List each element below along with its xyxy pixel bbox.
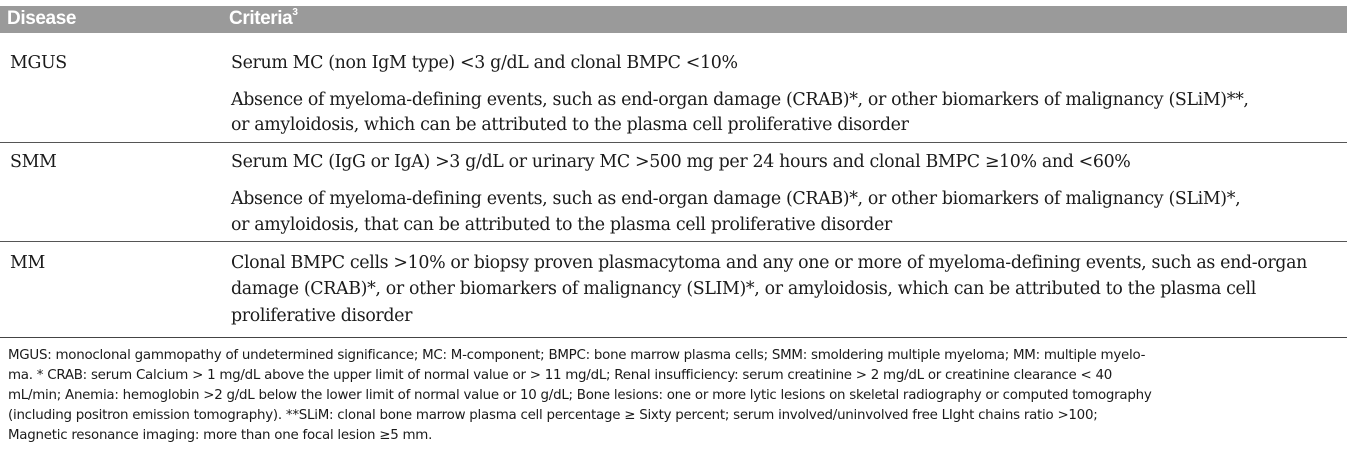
criteria-line: proliferative disorder [231, 306, 413, 326]
criteria-line: Serum MC (IgG or IgA) >3 g/dL or urinary MC >500 mg per 24 hours and clonal BMPC ≥10% and <60% [231, 152, 1131, 172]
criteria-line: or amyloidosis, which can be attributed to the plasma cell proliferative disorder [231, 115, 909, 135]
table-header [0, 6, 1347, 33]
footnote-line: ma. * CRAB: serum Calcium > 1 mg/dL above the upper limit of normal value or > 11 mg/dL; Renal insufficiency: serum creatinine > 2 mg/dL or creatinine clearance < 40 [8, 368, 1113, 383]
header-disease: Disease [7, 8, 77, 29]
criteria-line: Clonal BMPC cells >10% or biopsy proven plasmacytoma and any one or more of myeloma-defining events, such as end-organ [231, 253, 1307, 273]
criteria-line: Serum MC (non IgM type) <3 g/dL and clonal BMPC <10% [231, 53, 738, 73]
disease-cell: MGUS [10, 53, 67, 73]
criteria-line: or amyloidosis, that can be attributed to the plasma cell proliferative disorder [231, 215, 892, 235]
footnote-line: Magnetic resonance imaging: more than one focal lesion ≥5 mm. [8, 428, 433, 443]
disease-cell: SMM [10, 152, 57, 172]
criteria-line: damage (CRAB)*, or other biomarkers of malignancy (SLIM)*, or amyloidosis, which can be attributed to the plasma cell [231, 279, 1256, 299]
row-divider [0, 241, 1347, 242]
footnote-line: MGUS: monoclonal gammopathy of undetermined significance; MC: M-component; BMPC: bone marrow plasma cells; SMM: smoldering multiple myeloma; MM: multiple myelo- [8, 348, 1146, 363]
header-criteria [229, 8, 298, 30]
footnote-line: mL/min; Anemia: hemoglobin >2 g/dL below the lower limit of normal value or 10 g/dL; Bone lesions: one or more lytic lesions on skeletal radiography or computed tomography [8, 388, 1152, 403]
header-criteria-label: Criteria [229, 8, 293, 29]
criteria-line: Absence of myeloma-defining events, such as end-organ damage (CRAB)*, or other biomarkers of malignancy (SLiM)*, [231, 189, 1241, 209]
table-footnote [8, 346, 1346, 446]
row-divider [0, 142, 1347, 143]
header-criteria-footnote-ref: 3 [292, 6, 298, 18]
table-bottom-rule [0, 337, 1347, 338]
criteria-line: Absence of myeloma-defining events, such as end-organ damage (CRAB)*, or other biomarkers of malignancy (SLiM)**, [231, 90, 1249, 110]
footnote-line: (including positron emission tomography). **SLiM: clonal bone marrow plasma cell percentage ≥ Sixty percent; serum involved/uninvolved free LIght chains ratio >100; [8, 408, 1098, 423]
disease-cell: MM [10, 253, 45, 273]
